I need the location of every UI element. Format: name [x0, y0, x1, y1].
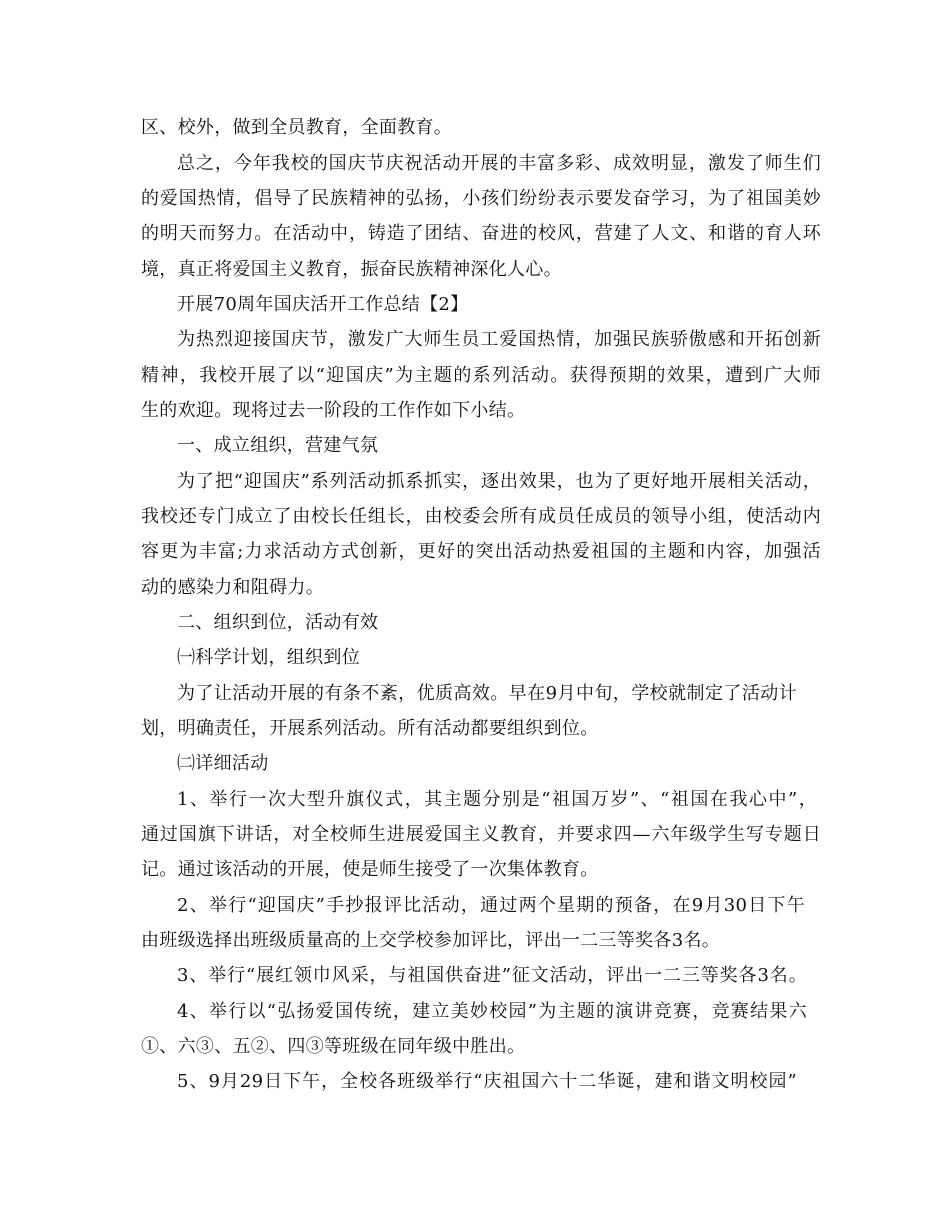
text-line: 的明天而努力。在活动中，铸造了团结、奋进的校风，营建了人文、和谐的育人环: [141, 223, 821, 244]
text-line: 生的欢迎。现将过去一阶段的工作作如下小结。: [141, 400, 526, 421]
text-line: 境，真正将爱国主义教育，振奋民族精神深化人心。: [141, 259, 562, 280]
text-line: 通过国旗下讲话，对全校师生进展爱国主义教育，并要求四—六年级学生写专题日: [141, 824, 821, 845]
section-heading: 一、成立组织，营建气氛: [177, 435, 379, 456]
text-line: 记。通过该活动的开展，使是师生接受了一次集体教育。: [141, 859, 599, 880]
text-line: 容更为丰富;力求活动方式创新，更好的突出活动热爱祖国的主题和内容，加强活: [141, 541, 821, 562]
text-line: 总之，今年我校的国庆节庆祝活动开展的丰富多彩、成效明显，激发了师生们: [177, 153, 821, 174]
text-line: ①、六③、五②、四③等班级在同年级中胜出。: [141, 1036, 526, 1057]
text-line: 3、举行“展红领巾风采，与祖国供奋进”征文活动，评出一二三等奖各3名。: [177, 965, 807, 986]
text-line: 为热烈迎接国庆节，激发广大师生员工爱国热情，加强民族骄傲感和开拓创新: [177, 329, 821, 350]
text-line: 动的感染力和阻碍力。: [141, 577, 324, 598]
subsection-heading: ㈠科学计划，组织到位: [177, 647, 360, 668]
text-line: 由班级选择出班级质量高的上交学校参加评比，评出一二三等奖各3名。: [141, 930, 721, 951]
text-line: 5、9月29日下午，全校各班级举行“庆祖国六十二华诞，建和谐文明校园”: [177, 1071, 797, 1092]
text-line: 的爱国热情，倡导了民族精神的弘扬，小孩们纷纷表示要发奋学习，为了祖国美妙: [141, 188, 821, 209]
text-line: 我校还专门成立了由校长任组长，由校委会所有成员任成员的领导小组，使活动内: [141, 506, 821, 527]
subsection-heading: ㈡详细活动: [177, 753, 269, 774]
text-line: 1、举行一次大型升旗仪式，其主题分别是“祖国万岁”、“祖国在我心中”，: [177, 789, 817, 810]
section-heading: 二、组织到位，活动有效: [177, 612, 379, 633]
text-line: 区、校外，做到全员教育，全面教育。: [141, 117, 453, 138]
text-line: 4、举行以“弘扬爱国传统，建立美妙校园”为主题的演讲竞赛，竞赛结果六: [177, 1001, 807, 1022]
text-line: 精神，我校开展了以“迎国庆”为主题的系列活动。获得预期的效果，遭到广大师: [141, 365, 821, 386]
text-line: 2、举行“迎国庆”手抄报评比活动，通过两个星期的预备，在9月30日下午: [177, 895, 805, 916]
text-line: 为了把“迎国庆”系列活动抓系抓实，逐出效果，也为了更好地开展相关活动，: [177, 471, 821, 492]
section-heading: 开展70周年国庆活开工作总结【2】: [177, 294, 469, 315]
text-line: 划，明确责任，开展系列活动。所有活动都要组织到位。: [141, 718, 599, 739]
text-line: 为了让活动开展的有条不紊，优质高效。早在9月中旬，学校就制定了活动计: [177, 683, 797, 704]
